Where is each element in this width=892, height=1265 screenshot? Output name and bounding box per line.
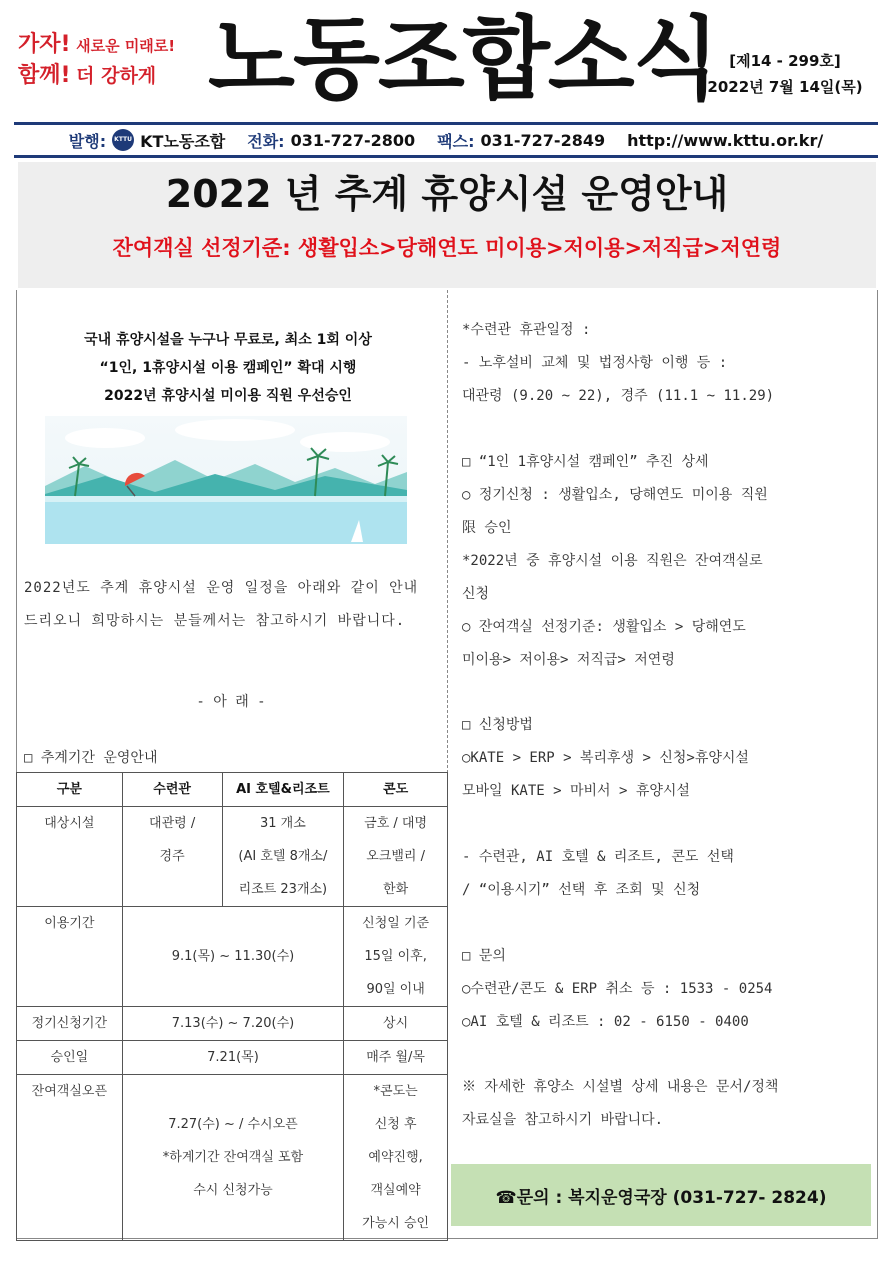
text-line: □ 신청방법 xyxy=(462,717,533,733)
slogan-line1-b: 새로운 미래로! xyxy=(76,37,176,55)
cell-line: 리조트 23개소) xyxy=(238,882,328,897)
text-line: 미이용> 저이용> 저직급> 저연령 xyxy=(462,652,675,668)
text-line: ○AI 호텔 & 리조트 : 02 - 6150 - 0400 xyxy=(462,1014,749,1030)
campaign-line1: 국내 휴양시설을 누구나 무료로, 최소 1회 이상 xyxy=(84,332,372,348)
publisher-name: KT노동조합 xyxy=(140,131,226,151)
intro-paragraph: 2022년도 추계 휴양시설 운영 일정을 아래와 같이 안내 드리오니 희망하시는 분들께서는 참고하시기 바랍니다. xyxy=(24,580,419,629)
beach-banner-image xyxy=(45,416,407,544)
table-row xyxy=(17,1041,448,1075)
cell-line: 31 개소 xyxy=(259,816,306,831)
cell-line: 7.27(수) ~ / 수시오픈 xyxy=(168,1117,298,1132)
cell-line: 예약진행, xyxy=(368,1150,423,1165)
rule-bottom xyxy=(14,155,878,158)
cell-line: 가능시 승인 xyxy=(362,1216,430,1231)
table-cell xyxy=(122,807,222,907)
table-cell: 7.21(목) xyxy=(122,1041,344,1075)
table-header: 구분 xyxy=(17,773,123,807)
cell-line: 한화 xyxy=(383,882,409,897)
table-cell: 승인일 xyxy=(17,1041,123,1075)
table-cell: 매주 월/목 xyxy=(344,1041,448,1075)
cell-line: 금호 / 대명 xyxy=(364,816,428,831)
table-row xyxy=(17,1075,448,1241)
table-row xyxy=(17,907,448,1007)
text-line: 신청 xyxy=(462,586,490,602)
table-header: AI 호텔&리조트 xyxy=(222,773,344,807)
table-cell: 정기신청기간 xyxy=(17,1007,123,1041)
operation-table xyxy=(16,772,448,1241)
text-line: □ 문의 xyxy=(462,948,506,964)
cell-line: 신청 후 xyxy=(374,1117,417,1132)
cell-line: 오크밸리 / xyxy=(366,849,425,864)
cell-line: 15일 이후, xyxy=(364,949,427,964)
table-cell xyxy=(344,1075,448,1241)
text-line: □ “1인 1휴양시설 캠페인” 추진 상세 xyxy=(462,454,709,470)
slogan xyxy=(18,30,198,92)
cell-line: 경주 xyxy=(159,849,185,864)
text-line: 모바일 KATE > 마비서 > 휴양시설 xyxy=(462,783,690,799)
text-line: *2022년 중 휴양시설 이용 직원은 잔여객실로 xyxy=(462,553,763,569)
text-line: / “이용시기” 선택 후 조회 및 신청 xyxy=(462,882,701,898)
text-line: ※ 자세한 휴양소 시설별 상세 내용은 문서/정책 xyxy=(462,1079,779,1095)
text-line: ○수련관/콘도 & ERP 취소 등 : 1533 - 0254 xyxy=(462,981,773,997)
cell-line: 90일 이내 xyxy=(366,982,425,997)
text-line: 限 승인 xyxy=(462,520,512,536)
campaign-line2: “1인, 1휴양시설 이용 캠페인” 확대 시행 xyxy=(99,360,357,376)
table-cell: 이용기간 xyxy=(17,907,123,1007)
issue-info xyxy=(690,48,880,100)
table-row xyxy=(17,1007,448,1041)
cell-line: *콘도는 xyxy=(373,1084,418,1099)
cell-line: *하계기간 잔여객실 포함 xyxy=(162,1150,304,1165)
text-line: *수련관 휴관일정 : xyxy=(462,322,591,338)
cell-line: (AI 호텔 8개소/ xyxy=(238,849,328,864)
issue-number: [제14 - 299호] xyxy=(729,52,841,70)
cell-line: 대관령 / xyxy=(149,816,196,831)
table-cell xyxy=(344,907,448,1007)
publisher-label: 발행: xyxy=(68,131,107,151)
table-cell: 상시 xyxy=(344,1007,448,1041)
table-cell xyxy=(344,807,448,907)
fax-label: 팩스: xyxy=(437,131,475,151)
cell-line: 수시 신청가능 xyxy=(193,1183,273,1198)
contact-box xyxy=(451,1164,871,1226)
website-link[interactable]: http://www.kttu.or.kr/ xyxy=(627,130,824,150)
kttu-logo-icon: KTTU xyxy=(112,129,134,151)
slogan-line1-a: 가자! xyxy=(18,32,71,57)
page-title: 2022 년 추계 휴양시설 운영안내 xyxy=(165,172,729,216)
phone-label: 전화: xyxy=(247,131,285,151)
campaign-box xyxy=(28,326,428,410)
table-cell: 7.13(수) ~ 7.20(수) xyxy=(122,1007,344,1041)
phone-number: 031-727-2800 xyxy=(290,130,416,150)
text-line: - 노후설비 교체 및 법정사항 이행 등 : xyxy=(462,355,728,371)
text-line: ○ 정기신청 : 생활입소, 당해연도 미이용 직원 xyxy=(462,487,768,503)
campaign-line3: 2022년 휴양시설 미이용 직원 우선승인 xyxy=(104,388,352,404)
issue-date: 2022년 7월 14일(목) xyxy=(707,78,863,96)
table-header: 콘도 xyxy=(344,773,448,807)
table-row xyxy=(17,807,448,907)
text-line: ○ 잔여객실 선정기준: 생활입소 > 당해연도 xyxy=(462,619,746,635)
section-title-operation: □ 추계기간 운영안내 xyxy=(24,750,158,766)
text-line: 자료실을 참고하시기 바랍니다. xyxy=(462,1112,664,1128)
table-cell: 잔여객실오픈 xyxy=(17,1075,123,1241)
selection-criteria: 잔여객실 선정기준: 생활입소>당해연도 미이용>저이용>저직급>저연령 xyxy=(112,236,782,260)
table-cell xyxy=(122,1075,344,1241)
table-cell: 9.1(목) ~ 11.30(수) xyxy=(122,907,344,1007)
slogan-line2-b: 더 강하게 xyxy=(76,65,157,87)
rule-top xyxy=(14,122,878,125)
table-cell xyxy=(222,807,344,907)
text-line: ○KATE > ERP > 복리후생 > 신청>휴양시설 xyxy=(462,750,749,766)
below-heading: - 아 래 - xyxy=(196,694,266,710)
publisher-bar xyxy=(14,127,878,153)
contact-text: ☎문의 : 복지운영국장 (031-727- 2824) xyxy=(495,1187,827,1208)
newsletter-title: 노동조합소식 xyxy=(208,7,718,112)
text-line: 대관령 (9.20 ~ 22), 경주 (11.1 ~ 11.29) xyxy=(462,388,775,404)
fax-number: 031-727-2849 xyxy=(480,130,606,150)
table-header: 수련관 xyxy=(122,773,222,807)
slogan-line2-a: 함께! xyxy=(18,63,71,88)
cell-line: 객실예약 xyxy=(370,1183,421,1198)
cell-line: 신청일 기준 xyxy=(362,916,430,931)
text-line: - 수련관, AI 호텔 & 리조트, 콘도 선택 xyxy=(462,849,734,865)
table-cell: 대상시설 xyxy=(17,807,123,907)
